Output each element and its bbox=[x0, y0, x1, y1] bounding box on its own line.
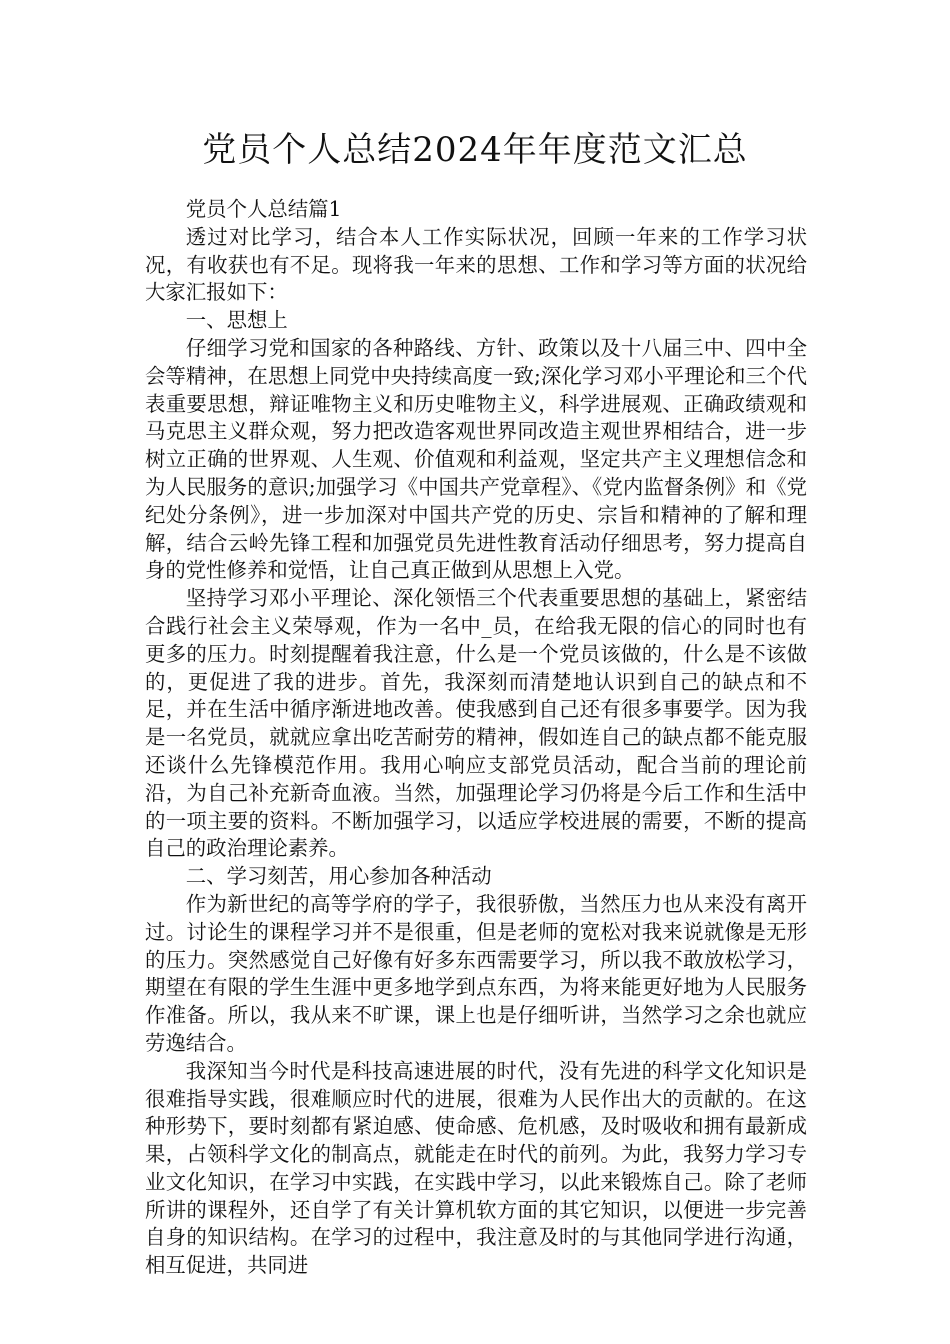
section-heading: 党员个人总结篇1 bbox=[185, 197, 342, 221]
document-body bbox=[145, 196, 807, 1280]
paragraph: 作为新世纪的高等学府的学子，我很骄傲，当然压力也从来没有离开过。讨论生的课程学习并不是很重，但是老师的宽松对我来说就像是无形的压力。突然感觉自己好像有好多东西需要学习，所以我不敢放松学习，期望在有限的学生生涯中更多地学到点东西，为将来能更好地为人民服务作准备。所以，我从来不旷课，课上也是仔细听讲，当然学习之余也就应劳逸结合。 bbox=[145, 891, 807, 1055]
paragraph: 坚持学习邓小平理论、深化领悟三个代表重要思想的基础上，紧密结合践行社会主义荣辱观，作为一名中_员，在给我无限的信心的同时也有更多的压力。时刻提醒着我注意，什么是一个党员该做的，什么是不该做的，更促进了我的进步。首先，我深刻而清楚地认识到自己的缺点和不足，并在生活中循序渐进地改善。使我感到自己还有很多事要学。因为我是一名党员，就就应拿出吃苦耐劳的精神，假如连自己的缺点都不能克服还谈什么先锋模范作用。我用心响应支部党员活动，配合当前的理论前沿，为自己补充新奇血液。当然，加强理论学习仍将是今后工作和生活中的一项主要的资料。不断加强学习，以适应学校进展的需要，不断的提高自己的政治理论素养。 bbox=[145, 586, 807, 861]
section-heading: 二、学习刻苦，用心参加各种活动 bbox=[185, 864, 492, 889]
paragraph: 透过对比学习，结合本人工作实际状况，回顾一年来的工作学习状况，有收获也有不足。现将我一年来的思想、工作和学习等方面的状况给大家汇报如下： bbox=[145, 224, 807, 305]
paragraph: 我深知当今时代是科技高速进展的时代，没有先进的科学文化知识是很难指导实践，很难顺应时代的进展，很难为人民作出大的贡献的。在这种形势下，要时刻都有紧迫感、使命感、危机感，及时吸收和拥有最新成果，占领科学文化的制高点，就能走在时代的前列。为此，我努力学习专业文化知识，在学习中实践，在实践中学习，以此来锻炼自己。除了老师所讲的课程外，还自学了有关计算机软方面的其它知识，以便进一步完善自身的知识结构。在学习的过程中，我注意及时的与其他同学进行沟通，相互促进，共同进 bbox=[145, 1058, 807, 1278]
section-heading: 一、思想上 bbox=[185, 308, 288, 333]
document-title: 党员个人总结2024年年度范文汇总 bbox=[202, 130, 748, 170]
paragraph: 仔细学习党和国家的各种路线、方针、政策以及十八届三中、四中全会等精神，在思想上同党中央持续高度一致;深化学习邓小平理论和三个代表重要思想，辩证唯物主义和历史唯物主义，科学进展观、正确政绩观和马克思主义群众观，努力把改造客观世界同改造主观世界相结合，进一步树立正确的世界观、人生观、价值观和利益观，坚定共产主义理想信念和为人民服务的意识;加强学习《中国共产党章程》、《党内监督条例》和《党纪处分条例》，进一步加深对中国共产党的历史、宗旨和精神的了解和理解，结合云岭先锋工程和加强党员先进性教育活动仔细思考，努力提高自身的党性修养和觉悟，让自己真正做到从思想上入党。 bbox=[145, 335, 807, 583]
